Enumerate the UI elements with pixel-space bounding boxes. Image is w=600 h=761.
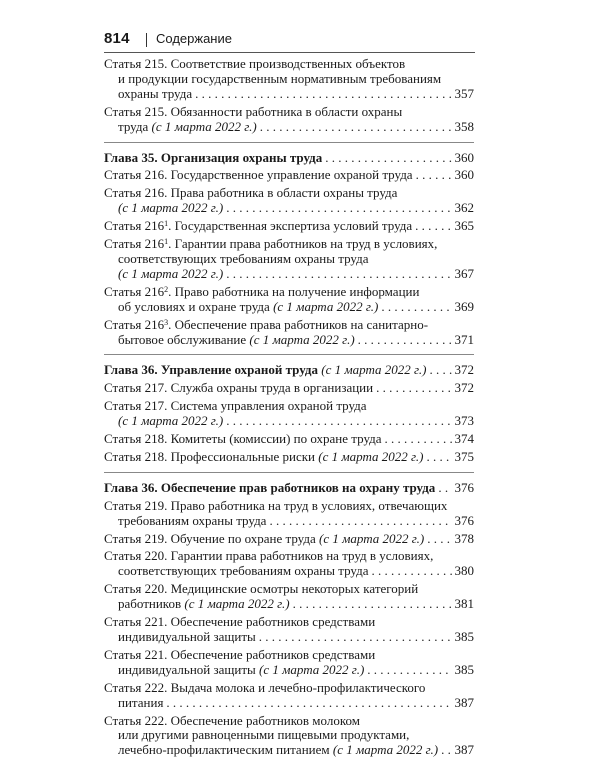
- toc-entry[interactable]: [104, 582, 474, 612]
- entry-page: 376: [454, 512, 474, 528]
- entry-title-cont: или другими равноценными пищевыми продуктами,: [118, 727, 410, 743]
- entry-page: 378: [454, 530, 474, 546]
- header-rule: [104, 52, 475, 53]
- entry-article: Статья 216: [104, 236, 165, 252]
- entry-title-cont: работников: [118, 596, 185, 612]
- entry-page: 358: [454, 118, 474, 134]
- leader-dots: [441, 743, 451, 758]
- page-number: 814: [104, 30, 130, 47]
- chapter-page: 360: [454, 149, 474, 165]
- entry-date-note: (с 1 марта 2022 г.): [273, 298, 379, 314]
- leader-dots: [358, 333, 452, 348]
- leader-dots: [415, 219, 451, 234]
- entry-article: Статья 216: [104, 283, 165, 299]
- entry-date-note: (с 1 марта 2022 г.): [259, 661, 365, 677]
- leader-dots: [381, 300, 451, 315]
- toc-entry[interactable]: [104, 285, 474, 315]
- entry-title: . Государственная экспертиза условий труда: [168, 218, 413, 234]
- toc-entry[interactable]: [104, 381, 474, 396]
- chapter-divider: [104, 142, 474, 143]
- table-of-contents: [104, 57, 474, 761]
- entry-date-note: (с 1 марта 2022 г.): [332, 742, 439, 758]
- entry-page: 360: [454, 167, 474, 183]
- entry-title: Статья 220. Гарантии права работников на труд в условиях,: [104, 548, 434, 564]
- entry-page: 357: [454, 85, 474, 101]
- header-separator: [146, 33, 147, 47]
- chapter-title: Глава 36. Управление охраной труда: [104, 362, 322, 378]
- toc-entry[interactable]: [104, 105, 474, 135]
- leader-dots: [293, 597, 452, 612]
- entry-title: Статья 215. Соответствие производственных объектов: [104, 56, 406, 71]
- leader-dots: [438, 481, 451, 496]
- entry-title-cont: питания: [118, 694, 164, 710]
- leader-dots: [259, 630, 452, 645]
- toc-entry[interactable]: [104, 549, 474, 579]
- toc-entry[interactable]: [104, 499, 474, 529]
- toc-entry[interactable]: [104, 432, 474, 447]
- entry-date-note: (с 1 марта 2022 г.): [184, 596, 290, 612]
- toc-chapter[interactable]: [104, 363, 474, 378]
- entry-article: Статья 216: [104, 316, 165, 332]
- toc-entry[interactable]: [104, 237, 474, 282]
- entry-title: Статья 215. Обязанности работника в области охраны: [104, 103, 403, 119]
- entry-title: Статья 222. Обеспечение работников молоком: [104, 712, 360, 728]
- toc-entry[interactable]: [104, 681, 474, 711]
- toc-entry[interactable]: [104, 615, 474, 645]
- toc-entry[interactable]: [104, 57, 474, 102]
- toc-entry[interactable]: [104, 219, 474, 234]
- entry-page: 385: [454, 629, 474, 644]
- chapter-title: Глава 35. Организация охраны труда: [104, 149, 323, 165]
- entry-date-note: (с 1 марта 2022 г.): [118, 413, 224, 429]
- article-superscript: 1: [164, 237, 169, 247]
- entry-title: Статья 219. Право работника на труд в условиях, отвечающих: [104, 497, 448, 513]
- entry-title: . Гарантии права работников на труд в условиях,: [168, 236, 438, 252]
- entry-title-cont: охраны труда: [118, 85, 193, 101]
- leader-dots: [376, 381, 451, 396]
- leader-dots: [416, 168, 452, 183]
- toc-entry[interactable]: [104, 714, 474, 759]
- leader-dots: [430, 363, 452, 378]
- chapter-date-note: (с 1 марта 2022 г.): [321, 362, 427, 378]
- entry-page: 381: [454, 596, 474, 612]
- entry-date-note: (с 1 марта 2022 г.): [249, 331, 355, 347]
- entry-title: Статья 218. Комитеты (комиссии) по охране труда: [104, 431, 382, 447]
- entry-date-note: (с 1 марта 2022 г.): [318, 448, 424, 464]
- toc-chapter[interactable]: [104, 481, 474, 496]
- entry-title-cont: требованиям охраны труда: [118, 512, 267, 528]
- entry-title-cont: бытовое обслуживание: [118, 331, 250, 347]
- entry-title: Статья 216. Государственное управление охраной труда: [104, 167, 413, 183]
- entry-page: 380: [454, 563, 474, 579]
- leader-dots: [385, 432, 452, 447]
- toc-entry[interactable]: [104, 186, 474, 216]
- entry-page: 387: [454, 742, 474, 758]
- entry-title: Статья 220. Медицинские осмотры некоторых категорий: [104, 581, 419, 597]
- entry-title-cont: труда: [118, 118, 152, 134]
- leader-dots: [166, 696, 451, 711]
- entry-title: Статья 217. Система управления охраной труда: [104, 398, 367, 414]
- entry-page: 371: [454, 331, 474, 347]
- chapter-title: Глава 36. Обеспечение прав работников на охрану труда: [104, 479, 436, 495]
- entry-page: 365: [454, 218, 474, 234]
- entry-title: Статья 221. Обеспечение работников средствами: [104, 646, 376, 662]
- toc-entry[interactable]: [104, 450, 474, 465]
- leader-dots: [371, 564, 451, 579]
- entry-title: Статья 219. Обучение по охране труда: [104, 530, 319, 546]
- chapter-page: 372: [454, 362, 474, 378]
- entry-title-cont: и продукции государственным нормативным требованиям: [118, 70, 442, 86]
- entry-title: Статья 222. Выдача молока и лечебно-профилактического: [104, 679, 426, 695]
- toc-entry[interactable]: [104, 318, 474, 348]
- entry-article: Статья 216: [104, 218, 165, 234]
- entry-title: Статья 216. Права работника в области охраны труда: [104, 185, 398, 201]
- entry-title: . Право работника на получение информации: [168, 283, 420, 299]
- chapter-page: 376: [454, 479, 474, 495]
- leader-dots: [260, 120, 452, 135]
- toc-entry[interactable]: [104, 532, 474, 547]
- leader-dots: [269, 514, 451, 529]
- article-superscript: 2: [164, 284, 169, 294]
- leader-dots: [367, 663, 451, 678]
- entry-date-note: (с 1 марта 2022 г.): [118, 200, 224, 216]
- entry-title: Статья 221. Обеспечение работников средствами: [104, 614, 376, 630]
- entry-title: Статья 217. Служба охраны труда в организации: [104, 380, 374, 396]
- entry-title-cont: соответствующих требованиям охраны труда: [118, 250, 369, 266]
- toc-entry[interactable]: [104, 648, 474, 678]
- section-title: Содержание: [156, 31, 232, 46]
- entry-title: Статья 218. Профессиональные риски: [104, 448, 319, 464]
- toc-entry[interactable]: [104, 399, 474, 429]
- leader-dots: [427, 532, 451, 547]
- toc-entry[interactable]: [104, 168, 474, 183]
- entry-page: 367: [454, 265, 474, 281]
- entry-page: 387: [454, 694, 474, 710]
- leader-dots: [226, 201, 451, 216]
- article-superscript: 3: [164, 317, 169, 327]
- entry-page: 362: [454, 200, 474, 216]
- leader-dots: [325, 151, 451, 166]
- entry-page: 373: [454, 413, 474, 429]
- toc-chapter[interactable]: [104, 151, 474, 166]
- entry-title-cont: об условиях и охране труда: [118, 298, 274, 314]
- entry-title-cont: лечебно-профилактическим питанием: [118, 742, 333, 758]
- article-superscript: 1: [164, 219, 169, 229]
- leader-dots: [427, 450, 452, 465]
- chapter-divider: [104, 472, 474, 473]
- leader-dots: [195, 87, 451, 102]
- entry-page: 369: [454, 298, 474, 314]
- leader-dots: [226, 267, 451, 282]
- entry-date-note: (с 1 марта 2022 г.): [151, 118, 257, 134]
- entry-title-cont: индивидуальной защиты: [118, 629, 256, 644]
- entry-date-note: (с 1 марта 2022 г.): [318, 530, 425, 546]
- entry-date-note: (с 1 марта 2022 г.): [118, 265, 224, 281]
- entry-page: 385: [454, 661, 474, 677]
- entry-page: 375: [454, 448, 474, 464]
- entry-page: 374: [454, 431, 474, 447]
- chapter-divider: [104, 354, 474, 355]
- leader-dots: [226, 414, 451, 429]
- entry-title-cont: индивидуальной защиты: [118, 661, 260, 677]
- running-header: [104, 30, 474, 52]
- entry-title-cont: соответствующих требованиям охраны труда: [118, 563, 369, 579]
- entry-title: . Обеспечение права работников на санитарно-: [168, 316, 429, 332]
- entry-page: 372: [454, 380, 474, 396]
